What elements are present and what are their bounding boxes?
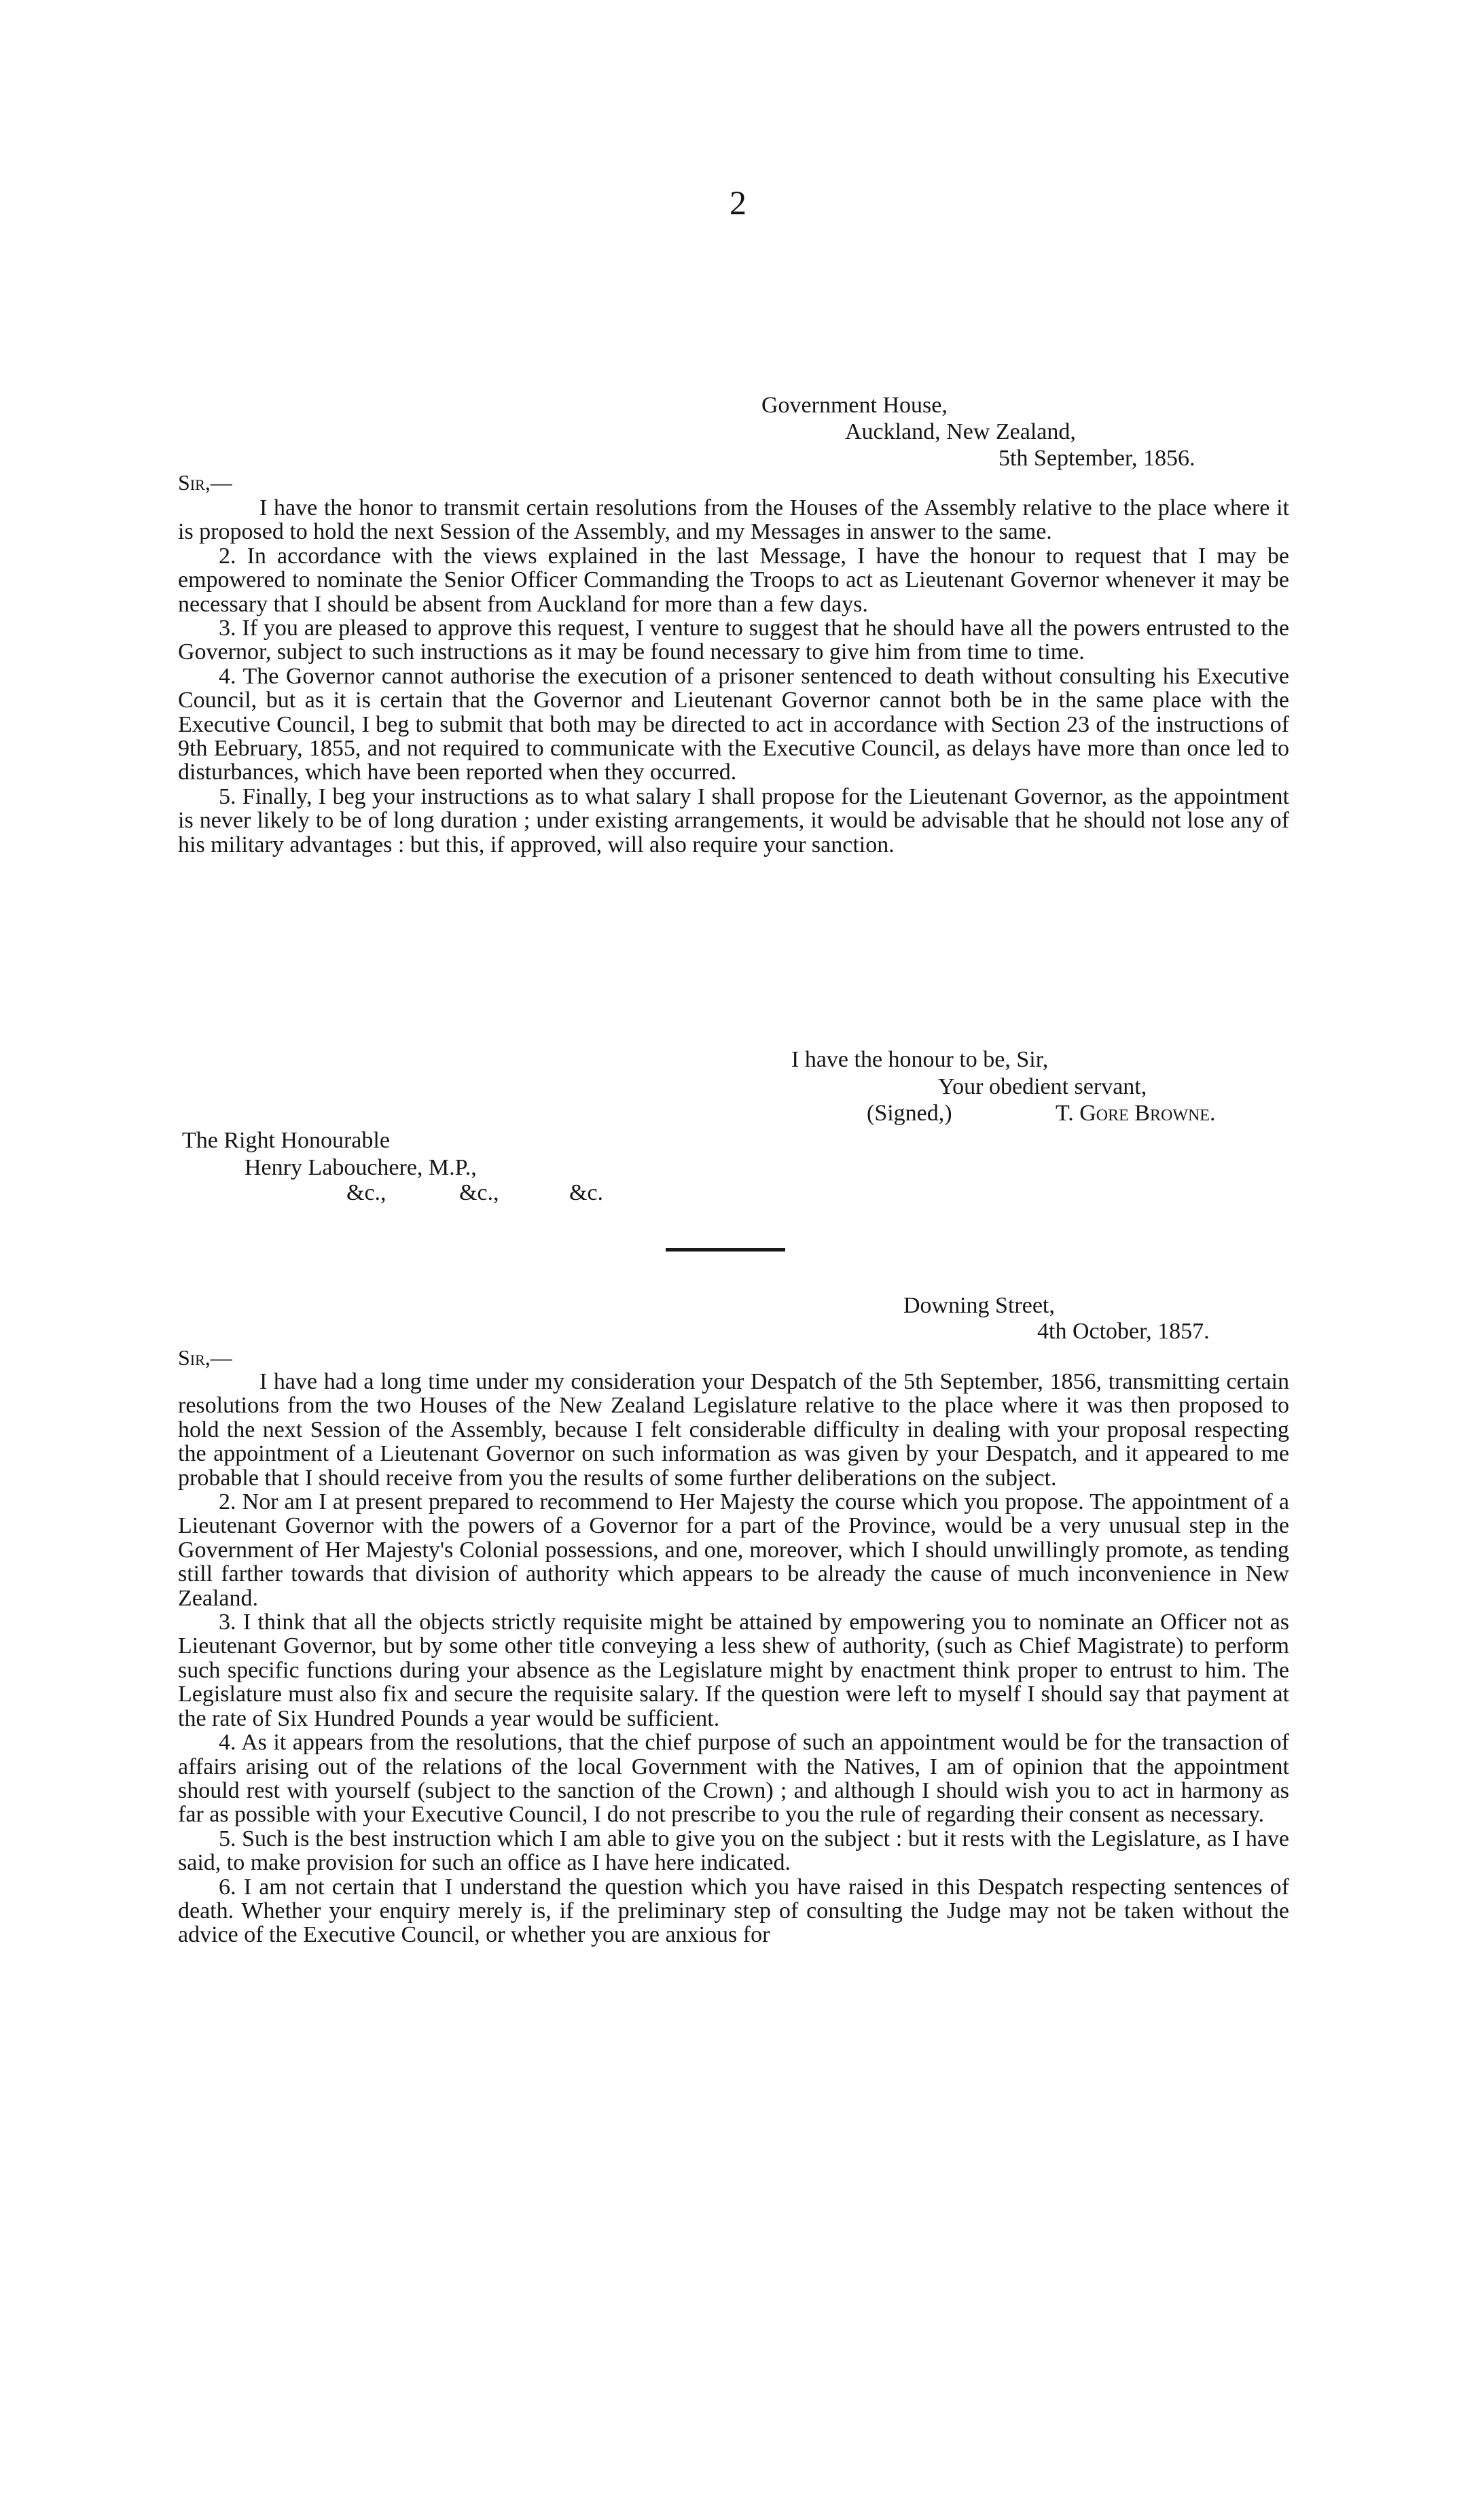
letter2-address-line-1: Downing Street, — [903, 1293, 1055, 1318]
letter1-closing-line-2: Your obedient servant, — [938, 1074, 1147, 1099]
letter1-closing-line-1: I have the honour to be, Sir, — [791, 1047, 1049, 1072]
letter1-address-line-3: 5th September, 1856. — [998, 446, 1195, 471]
section-divider — [666, 1248, 785, 1252]
addressee-etc-2: &c., — [459, 1180, 499, 1205]
addressee-etc-3: &c. — [569, 1180, 604, 1205]
letter1-paragraph-4: 4. The Governor cannot authorise the execution of a prisoner sentenced to death without consulting his Executive Council, but as it is certain that the Governor and Lieutenant Governor cannot both be in the same place with the Executive Council, I beg to submit that both may be directed to act in accordance with Section 23 of the instructions of 9th Eebruary, 1855, and not required to communicate with the Executive Council, as delays have more than once led to disturbances, which have been reported when they occurred. — [178, 663, 1289, 785]
addressee-etc-1: &c., — [346, 1180, 386, 1205]
letter1-paragraph-5: 5. Finally, I beg your instructions as to what salary I shall propose for the Lieutenant Governor, as the appointment is never likely to be of long duration ; under existing arrangements, it would be advisable that he should not lose any of his military advantages : but this, if approved, will also require your sanction. — [178, 783, 1289, 857]
letter1-signature: T. Gore Browne. — [1056, 1101, 1216, 1126]
letter2-body — [178, 1370, 1289, 1947]
addressee-line-1: The Right Honourable — [182, 1128, 390, 1153]
letter1-body — [178, 496, 1289, 857]
letter2-paragraph-6: 6. I am not certain that I understand the question which you have raised in this Despatch respecting sentences of death. Whether your enquiry merely is, if the preliminary step of consulting the Judge may not be taken without the advice of the Executive Council, or whether you are anxious for — [178, 1874, 1289, 1948]
letter1-address-line-2: Auckland, New Zealand, — [845, 419, 1076, 444]
letter2-paragraph-4: 4. As it appears from the resolutions, that the chief purpose of such an appointment would be for the transaction of affairs arising out of the relations of the local Government with the Natives, I am of opinion that the appointment should rest with yourself (subject to the sanction of the Crown) ; and although I should wish you to act in harmony as far as possible with your Executive Council, I do not prescribe to you the rule of regarding their consent as necessary. — [178, 1730, 1289, 1828]
letter2-paragraph-1: I have had a long time under my consideration your Despatch of the 5th September, 1856, transmitting certain resolutions from the two Houses of the New Zealand Legislature relative to the place where it was then proposed to hold the next Session of the Assembly, because I felt considerable difficulty in dealing with your proposal respecting the appointment of a Lieutenant Governor on such information as was given by your Despatch, and it appeared to me probable that I should receive from you the results of some further deliberations on the subject. — [178, 1369, 1289, 1491]
letter1-paragraph-3: 3. If you are pleased to approve this request, I venture to suggest that he should have all the powers entrusted to the Governor, subject to such instructions as it may be found necessary to give him from time to time. — [178, 616, 1289, 665]
letter2-paragraph-5: 5. Such is the best instruction which I am able to give you on the subject : but it rests with the Legislature, as I have said, to make provision for such an office as I have here indicated. — [178, 1826, 1289, 1876]
letter2-paragraph-2: 2. Nor am I at present prepared to recommend to Her Majesty the course which you propose. The appointment of a Lieutenant Governor with the powers of a Governor for a part of the Province, would be a very unusual step in the Government of Her Majesty's Colonial possessions, and one, moreover, which I should unwillingly promote, as tending still farther towards that division of authority which appears to be already the cause of much inconvenience in New Zealand. — [178, 1489, 1289, 1611]
letter1-paragraph-1: I have the honor to transmit certain resolutions from the Houses of the Assembly relative to the place where it is proposed to hold the next Session of the Assembly, and my Messages in answer to the same. — [178, 495, 1289, 545]
letter1-signed-label: (Signed,) — [867, 1101, 952, 1126]
letter1-paragraph-2: 2. In accordance with the views explained in the last Message, I have the honour to request that I may be empowered to nominate the Senior Officer Commanding the Troops to act as Lieutenant Governor whenever it may be necessary that I should be absent from Auckland for more than a few days. — [178, 543, 1289, 617]
letter2-paragraph-3: 3. I think that all the objects strictly requisite might be attained by empowering you to nominate an Officer not as Lieutenant Governor, but by some other title conveying a less shew of authority, (such as Chief Magistrate) to perform such specific functions during your absence as the Legislature might by enactment think proper to entrust to him. The Legislature must also fix and secure the requisite salary. If the question were left to myself I should say that payment at the rate of Six Hundred Pounds a year would be sufficient. — [178, 1610, 1289, 1731]
letter2-address-line-2: 4th October, 1857. — [1037, 1319, 1210, 1344]
letter1-salutation: Sir,— — [178, 470, 232, 495]
letter1-address-line-1: Government House, — [761, 393, 948, 418]
addressee-line-2: Henry Labouchere, M.P., — [245, 1155, 477, 1180]
page-number: 2 — [730, 183, 746, 221]
letter2-salutation: Sir,— — [178, 1345, 232, 1370]
